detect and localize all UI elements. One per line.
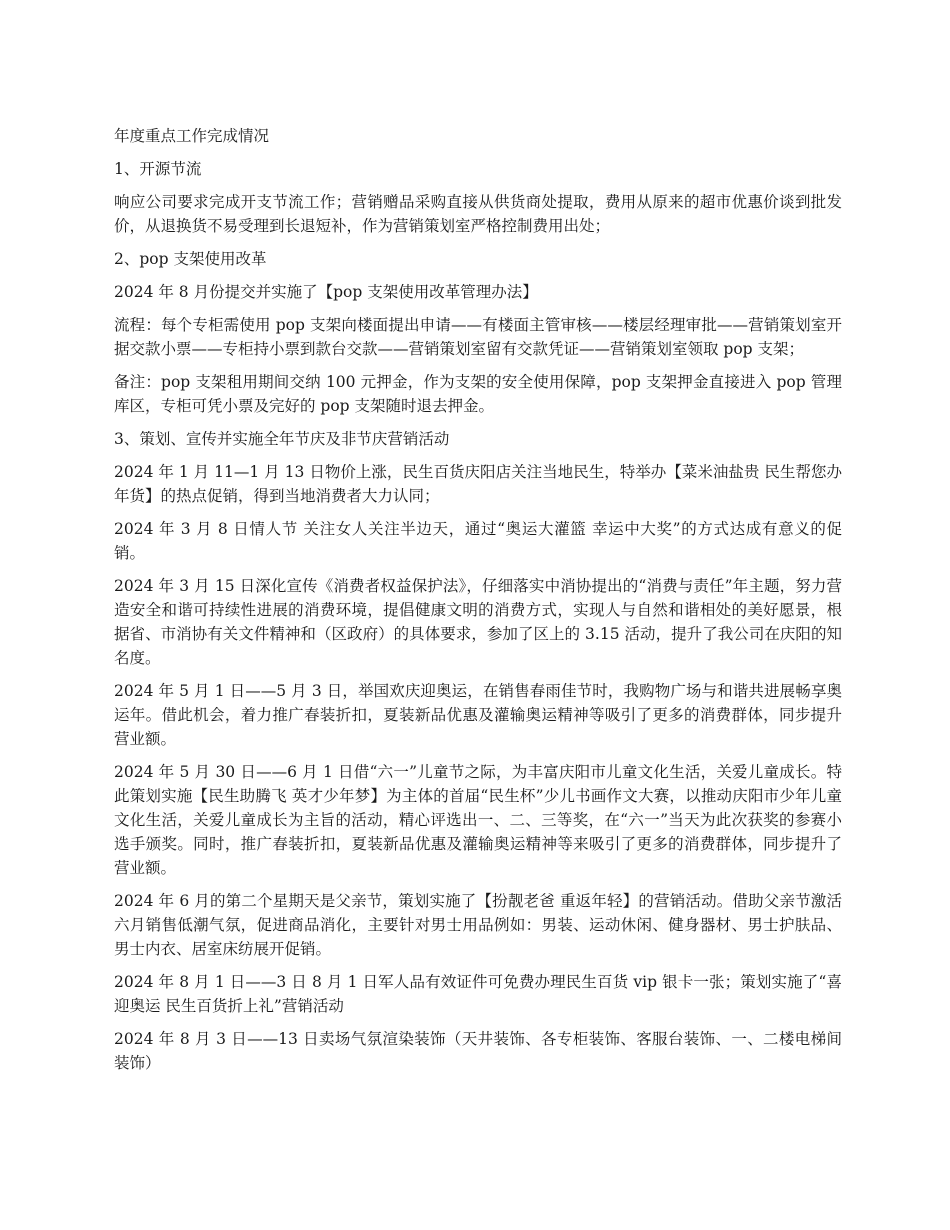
paragraph: 响应公司要求完成开支节流工作；营销赠品采购直接从供货商处提取，费用从原来的超市优惠价谈到批发价，从退换货不易受理到长退短补，作为营销策划室严格控制费用出处；	[114, 193, 842, 235]
paragraph: 2024 年 5 月 30 日——6 月 1 日借“六一”儿童节之际，为丰富庆阳市儿童文化生活，关爱儿童成长。特此策划实施【民生助腾飞 英才少年梦】为主体的首届“民生杯”少儿书画作文大赛，以推动庆阳市少年儿童文化生活，关爱儿童成长为主旨的活动，精心评选出一、二、三等奖，在“六一”当天为此次获奖的参赛小选手颁奖。同时，推广春装折扣，夏装新品优惠及灌输奥运精神等来吸引了更多的消费群体，同步提升了营业额。	[114, 763, 842, 877]
paragraph: 2024 年 8 月 3 日——13 日卖场气氛渲染装饰（天井装饰、各专柜装饰、客服台装饰、一、二楼电梯间装饰）	[114, 1030, 842, 1072]
paragraph: 2024 年 5 月 1 日——5 月 3 日，举国欢庆迎奥运，在销售春雨佳节时，我购物广场与和谐共进展畅享奥运年。借此机会，着力推广春装折扣，夏装新品优惠及灌输奥运精神等吸引了更多的消费群体，同步提升营业额。	[114, 682, 842, 748]
paragraph: 备注：pop 支架租用期间交纳 100 元押金，作为支架的安全使用保障，pop 支架押金直接进入 pop 管理库区，专柜可凭小票及完好的 pop 支架随时退去押金。	[114, 373, 842, 415]
paragraph: 2024 年 6 月的第二个星期天是父亲节，策划实施了【扮靓老爸 重返年轻】的营销活动。借助父亲节激活六月销售低潮气氛，促进商品消化，主要针对男士用品例如：男装、运动休闲、健身器材、男士护肤品、男士内衣、居室床纺展开促销。	[114, 892, 842, 958]
section-heading-2: 2、pop 支架使用改革	[114, 250, 267, 268]
paragraph: 2024 年 3 月 15 日深化宣传《消费者权益保护法》，仔细落实中消协提出的“消费与责任”年主题，努力营造安全和谐可持续性进展的消费环境，提倡健康文明的消费方式，实现人与自然和谐相处的美好愿景，根据省、市消协有关文件精神和（区政府）的具体要求，参加了区上的 3.15 活动，提升了我公司在庆阳的知名度。	[114, 577, 842, 667]
paragraph: 流程：每个专柜需使用 pop 支架向楼面提出申请——有楼面主管审核——楼层经理审批——营销策划室开据交款小票——专柜持小票到款台交款——营销策划室留有交款凭证——营销策划室领取 pop 支架；	[114, 316, 842, 358]
document-title: 年度重点工作完成情况	[114, 127, 270, 145]
paragraph: 2024 年 8 月份提交并实施了【pop 支架使用改革管理办法】	[114, 283, 538, 301]
section-heading-1: 1、开源节流	[114, 160, 202, 178]
document-body	[114, 124, 842, 1084]
paragraph: 2024 年 3 月 8 日情人节 关注女人关注半边天，通过“奥运大灌篮 幸运中大奖”的方式达成有意义的促销。	[114, 520, 842, 562]
section-heading-3: 3、策划、宣传并实施全年节庆及非节庆营销活动	[114, 430, 450, 448]
paragraph: 2024 年 1 月 11—1 月 13 日物价上涨，民生百货庆阳店关注当地民生，特举办【菜米油盐贵 民生帮您办年货】的热点促销，得到当地消费者大力认同；	[114, 463, 842, 505]
paragraph: 2024 年 8 月 1 日——3 日 8 月 1 日军人品有效证件可免费办理民生百货 vip 银卡一张；策划实施了“喜迎奥运 民生百货折上礼”营销活动	[114, 973, 842, 1015]
